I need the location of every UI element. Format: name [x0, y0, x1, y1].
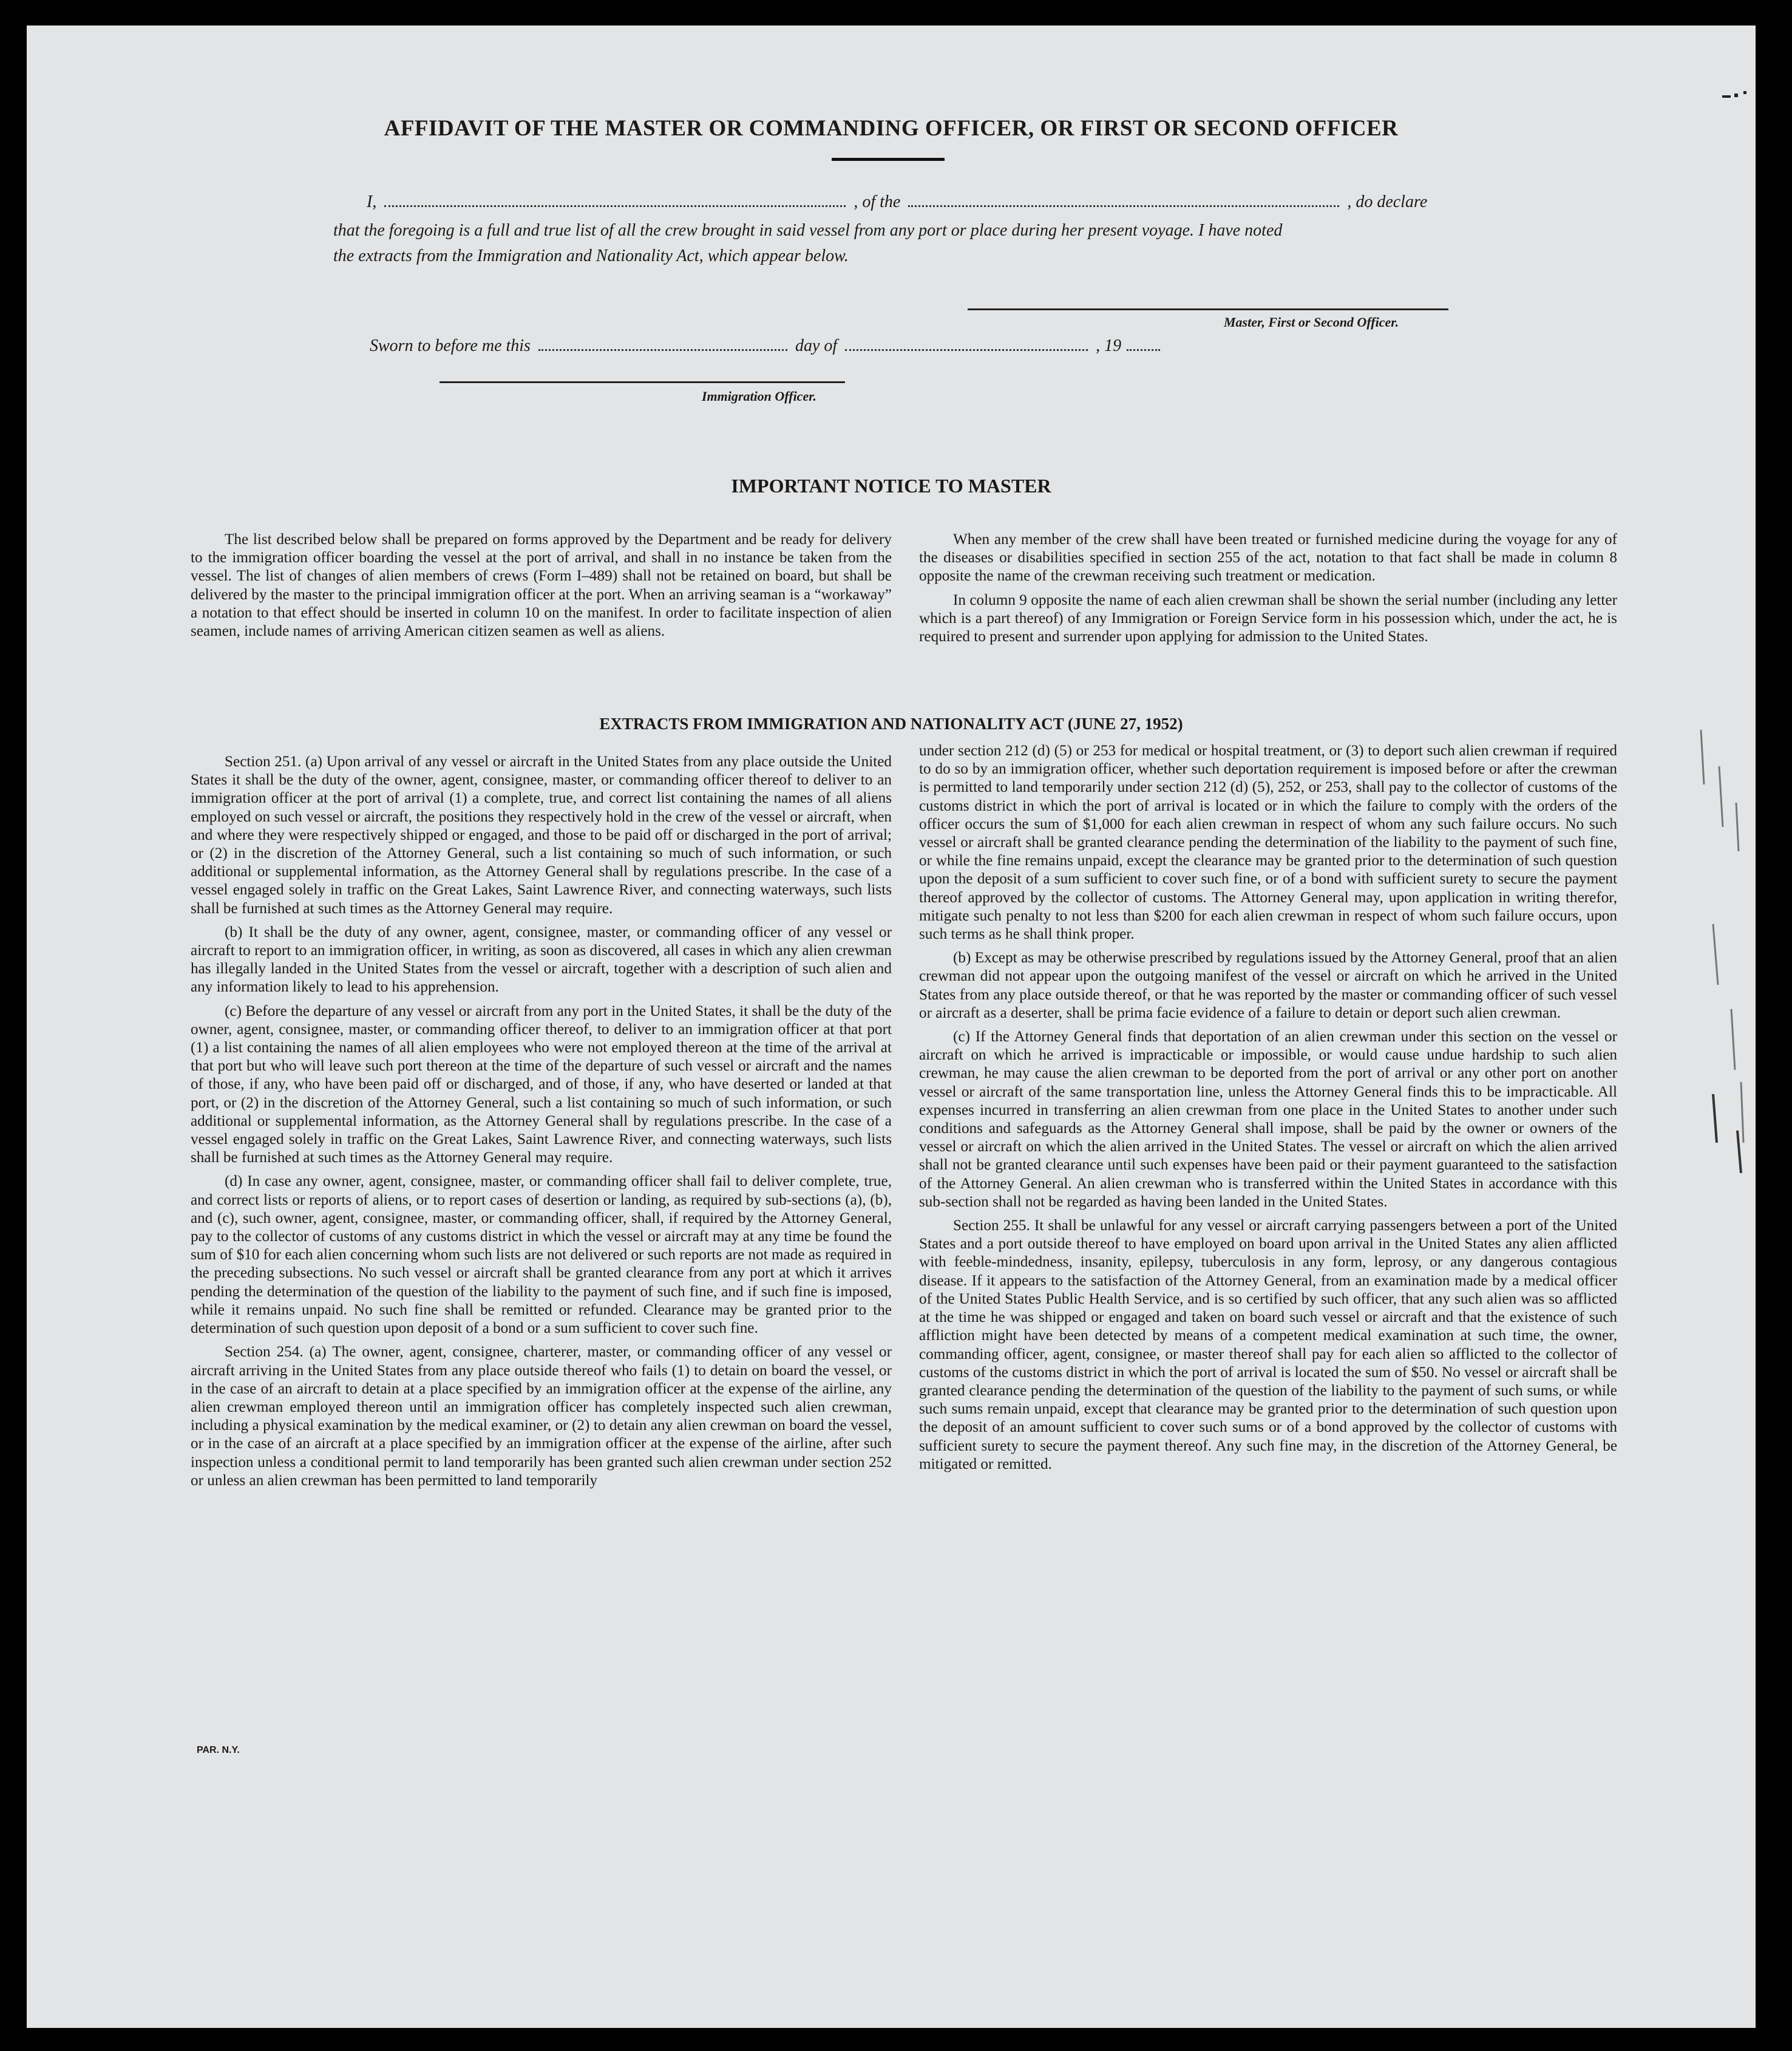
extracts-left-column [191, 753, 892, 1495]
vessel-name-field[interactable] [908, 205, 1339, 207]
do-declare-label: , do declare [1347, 192, 1428, 211]
sworn-label: Sworn to before me this [370, 336, 531, 355]
notice-left-column [191, 531, 892, 646]
sworn-year-field[interactable] [1127, 349, 1160, 351]
day-of-label: day of [795, 336, 838, 355]
section-251-c: (c) Before the departure of any vessel or aircraft from any port in the United States, it shall be the duty of the owner, agent, consignee, master, or commanding officer thereof, to deliver to an immigration officer at that port (1) a list containing the names of all alien employees who were not employed thereon at the time of the arrival at that port but who will leave such port thereon at the time of the departure of such vessel or aircraft and the names of those, if any, who have been paid off or discharged, and of those, if any, who have deserted or landed at that port, or (2) in the discretion of the Attorney General, such a list containing so much of such information, or such additional or supplemental information, as the Attorney General shall by regulations prescribe. In the case of a vessel engaged solely in traffic on the Great Lakes, Saint Lawrence River, and connecting waterways, such lists shall be furnished at such times as the Attorney General may require. [191, 1002, 892, 1166]
master-signature-caption: Master, First or Second Officer. [1224, 315, 1399, 330]
section-255: Section 255. It shall be unlawful for any vessel or aircraft carrying passengers between a port of the United States and a port outside thereof to have employed on board upon arrival in the United States any alien afflicted with feeble-mindedness, insanity, epilepsy, tuberculosis in any form, leprosy, or any dangerous contagious disease. If it appears to the satisfaction of the Attorney General, from an examination made by a medical officer of the United States Public Health Service, and is so certified by such officer, that any such alien was so afflicted at the time he was shipped or engaged and taken on board such vessel or aircraft and that the existence of such affliction might have been detected by means of a competent medical examination at such time, the owner, commanding officer, agent, consignee, or master thereof shall pay for each alien so afflicted to the collector of customs of the customs district in which the port of arrival is located the sum of $50. No vessel or aircraft shall be granted clearance pending the determination of the question of the liability to the payment of such sums, or while such sums remain unpaid, except that clearance may be granted prior to the determination of such question upon the deposit of an amount sufficient to cover such sums or of a bond approved by the collector of customs with sufficient surety to secure the payment thereof. Any such fine may, in the discretion of the Attorney General, be mitigated or remitted. [919, 1217, 1617, 1472]
section-251-b: (b) It shall be the duty of any owner, agent, consignee, master, or commanding officer of any vessel or aircraft to report to an immigration officer, in writing, as soon as discovered, all cases in which any alien crewman has illegally landed in the United States from the vessel or aircraft, together with a description of such alien and any information likely to lead to his apprehension. [191, 923, 892, 996]
section-254-a: Section 254. (a) The owner, agent, consignee, charterer, master, or commanding officer of any vessel or aircraft arriving in the United States from any place outside thereof who fails (1) to detain on board the vessel, or in the case of an aircraft to detain at a place specified by an immigration officer at the expense of the airline, any alien crewman employed thereon until an immigration officer has completely inspected such alien crewman, including a physical examination by the medical examiner, or (2) to detain any alien crewman on board the vessel, or in the case of an aircraft at a place specified by an immigration officer at the expense of the airline, after such inspection unless a conditional permit to land temporarily has been granted such alien crewman under section 252 or unless an alien crewman has been permitted to land temporarily [191, 1344, 892, 1489]
notice-title: IMPORTANT NOTICE TO MASTER [731, 475, 1051, 497]
notice-paragraph: When any member of the crew shall have been treated or furnished medicine during the voyage for any of the diseases or disabilities specified in section 255 of the act, notation to that fact shall be made in column 8 opposite the name of the crewman receiving such treatment or medication. [919, 531, 1617, 585]
affidavit-section [27, 26, 1756, 451]
declarant-name-field[interactable] [384, 205, 846, 207]
section-254-c: (c) If the Attorney General finds that deportation of an alien crewman under this section on the vessel or aircraft on which he arrived is impracticable or impossible, or would cause undue hardship to such alien crewman, he may cause the alien crewman to be deported from the port of arrival or any other port on another vessel or aircraft of the same transportation line, unless the Attorney General finds this to be impracticable. All expenses incurred in transferring an alien crewman from one place in the United States to another under such conditions and safeguards as the Attorney General shall impose, shall be paid by the owner or owners of the vessel or aircraft on which the alien arrived in the United States. The vessel or aircraft on which the alien arrived shall not be granted clearance until such expenses have been paid or their payment guaranteed to the satisfaction of the Attorney General. An alien crewman who is transferred within the United States in accordance with this sub-section shall not be regarded as having been landed in the United States. [919, 1029, 1617, 1210]
sworn-month-field[interactable] [845, 349, 1088, 351]
master-signature-line[interactable] [968, 308, 1448, 310]
notice-paragraph: The list described below shall be prepared on forms approved by the Department and be ready for delivery to the immigration officer boarding the vessel at the port of arrival, and shall in no instance be taken from the vessel. The list of changes of alien members of crews (Form I–489) shall not be retained on board, but shall be delivered by the master to the principal immigration officer at the port. When an arriving seaman is a “workaway” a notation to that effect should be inserted in column 10 on the manifest. In order to facilitate inspection of alien seamen, include names of arriving American citizen seamen as well as aliens. [191, 531, 892, 640]
sworn-day-field[interactable] [538, 349, 787, 351]
notice-paragraph: In column 9 opposite the name of each alien crewman shall be shown the serial number (including any letter which is a part thereof) of any Immigration or Foreign Service form in his possession which, under the act, he is required to present and surrender upon applying for admission to the United States. [919, 591, 1617, 645]
extracts-title: EXTRACTS FROM IMMIGRATION AND NATIONALITY ACT (JUNE 27, 1952) [599, 715, 1183, 733]
officer-signature-line[interactable] [440, 381, 845, 383]
officer-signature-caption: Immigration Officer. [702, 389, 817, 404]
section-254-b: (b) Except as may be otherwise prescribed by regulations issued by the Attorney General, proof that an alien crewman did not appear upon the outgoing manifest of the vessel or aircraft on which he arrived in the United States from any place outside thereof, or that he was reported by the master or commanding officer of such vessel or aircraft as a deserter, shall be prima facie evidence of a failure to detain or deport such alien crewman. [919, 950, 1617, 1021]
notice-right-column [919, 531, 1617, 651]
section-251-a: Section 251. (a) Upon arrival of any vessel or aircraft in the United States from any place outside the United States it shall be the duty of the owner, agent, consignee, master, or commanding officer thereof to deliver to an immigration officer at the port of arrival (1) a complete, true, and correct list containing the names of all aliens employed on such vessel or aircraft, the positions they respectively hold in the crew of the vessel or aircraft, when and where they were respectively shipped or engaged, and those to be paid off or discharged in the port of arrival; or (2) in the discretion of the Attorney General, such a list containing so much of such information, or such additional or supplemental information, as the Attorney General shall by regulations prescribe. In the case of a vessel engaged solely in traffic on the Great Lakes, Saint Lawrence River, and connecting waterways, such lists shall be furnished at such times as the Attorney General may require. [191, 753, 892, 917]
printer-mark: PAR. N.Y. [197, 1745, 240, 1755]
affidavit-title: AFFIDAVIT OF THE MASTER OR COMMANDING OFFICER, OR FIRST OR SECOND OFFICER [384, 116, 1399, 141]
statement-line-1: that the foregoing is a full and true list of all the crew brought in said vessel from any port or place during her present voyage. I have noted [333, 221, 1283, 240]
document-page [27, 26, 1756, 2028]
sworn-line [370, 336, 1161, 356]
section-251-d: (d) In case any owner, agent, consignee, master, or commanding officer shall fail to deliver complete, true, and correct lists or reports of aliens, or to report cases of desertion or landing, as required by sub-sections (a), (b), and (c), such owner, agent, consignee, master, or commanding officer, shall, if required by the Attorney General, pay to the collector of customs of any customs district in which the vessel or aircraft may at any time be found the sum of $10 for each alien concerning whom such lists are not delivered or such reports are not made as required in the preceding subsections. No such vessel or aircraft shall be granted clearance from any port at which it arrives pending the determination of the question of the liability to the payment of such fine, and if such fine is imposed, while it remains unpaid. No such fine shall be remitted or refunded. Clearance may be granted prior to the determination of such question upon deposit of a bond or a sum sufficient to cover such fine. [191, 1173, 892, 1337]
declarant-label: I, [367, 192, 377, 211]
declaration-line [367, 192, 1427, 212]
section-254-a-continued: under section 212 (d) (5) or 253 for medical or hospital treatment, or (3) to deport such alien crewman if required to do so by an immigration officer, whether such deportation requirement is imposed before or after the crewman is permitted to land temporarily under section 212 (d) (5), 252, or 253, shall pay to the collector of customs of the customs district in which the port of arrival is located or in which the failure to comply with the orders of the officer occurs the sum of $1,000 for each alien crewman in respect of whom any such failure occurs. No such vessel or aircraft shall be granted clearance pending the determination of the liability to the payment of such fine, or while the fine remains unpaid, except the clearance may be granted prior to the determination of such question upon the deposit of a sum sufficient to cover such fine, or of a bond with sufficient surety to secure the payment thereof approved by the collector of customs. The Attorney General may, upon application in writing therefor, mitigate such penalty to not less than $200 for each alien crewman in respect of whom such failure occurs, upon such terms as he shall think proper. [919, 743, 1617, 943]
statement-line-2: the extracts from the Immigration and Nationality Act, which appear below. [333, 247, 849, 265]
year-label: , 19 [1096, 336, 1122, 355]
of-the-label: , of the [854, 192, 901, 211]
extracts-right-column [919, 742, 1617, 1479]
